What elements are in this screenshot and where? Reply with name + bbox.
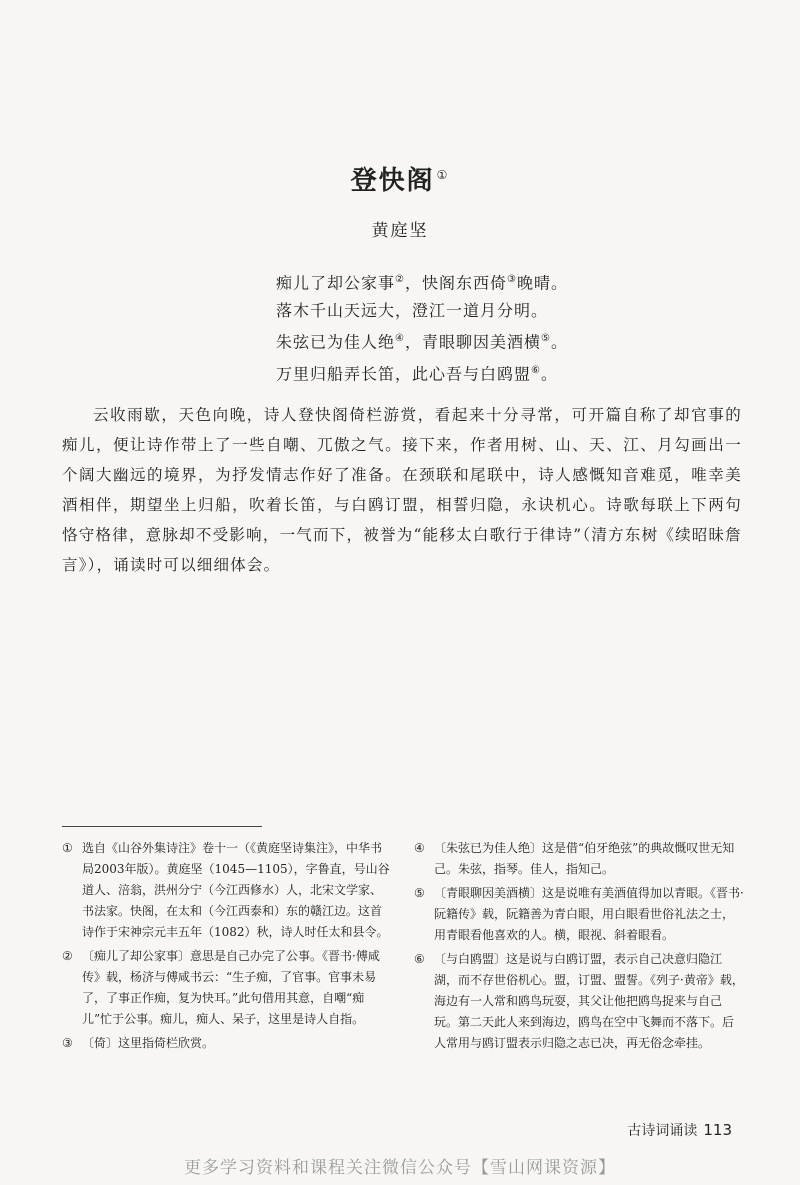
footnote-divider (62, 826, 262, 827)
poem-text: 万里归船弄长笛，此心吾与白鸥盟 (276, 363, 532, 383)
poem-text: 。 (550, 332, 568, 352)
footnote-mark: ④ (414, 841, 425, 855)
poem-footnote-mark: ② (395, 274, 405, 285)
poem-text: 痴儿了却公家事 (276, 273, 396, 293)
poem-title-text: 登快阁 (350, 166, 435, 196)
poem-text: 。 (540, 363, 558, 383)
footnote-text: 〔倚〕这里指倚栏欣赏。 (82, 1036, 215, 1050)
section-name: 古诗词诵读 (627, 1123, 698, 1139)
page-footer (627, 1120, 732, 1140)
footnote-mark: ⑥ (414, 952, 425, 966)
poem-footnote-mark: ③ (507, 274, 517, 285)
poem-footnote-mark: ④ (395, 333, 405, 345)
poem-line (276, 266, 636, 297)
footnote-text: 〔青眼聊因美酒横〕这是说唯有美酒值得加以青眼。《晋书·阮籍传》载，阮籍善为青白眼，用白眼看世俗礼法之士，用青眼看他喜欢的人。横，眼视、斜着眼看。 (434, 886, 744, 942)
footnote-mark: ① (62, 841, 73, 855)
footnote (62, 1033, 392, 1054)
commentary-paragraph: 云收雨歇，天色向晚，诗人登快阁倚栏游赏，看起来十分寻常，可开篇自称了却官事的痴儿，便让诗作带上了一些自嘲、兀傲之气。接下来，作者用树、山、天、江、月勾画出一个阔大幽远的境界，为抒发情志作好了准备。在颈联和尾联中，诗人感慨知音难觅，唯幸美酒相伴，期望坐上归船，吹着长笛，与白鸥订盟，相誓归隐，永诀机心。诗歌每联上下两句恪守格律，意脉却不受影响，一气而下，被誉为“能移太白歌行于律诗”（清方东树《续昭昧詹言》），诵读时可以细细体会。 (62, 406, 742, 574)
poem-line (276, 297, 636, 325)
poem-line (276, 325, 636, 356)
poem-line (276, 357, 636, 388)
poem-body (276, 266, 636, 388)
poem-text: 落木千山天远大，澄江一道月分明。 (276, 301, 549, 321)
poem-text: 朱弦已为佳人绝 (276, 332, 396, 352)
poem-footnote-mark: ⑥ (531, 364, 541, 376)
footnote-mark: ③ (62, 1036, 73, 1050)
poem-text: 晚晴。 (516, 273, 568, 293)
footnote-text: 选自《山谷外集诗注》卷十一（《黄庭坚诗集注》，中华书局2003年版）。黄庭坚（1045—1105），字鲁直，号山谷道人、涪翁，洪州分宁（今江西修水）人，北宋文学家、书法家。快阁，在太和（今江西泰和）东的赣江边。这首诗作于宋神宗元丰五年（1082）秋，诗人时任太和县令。 (82, 841, 390, 939)
footnote (414, 883, 744, 946)
footnote (414, 838, 744, 880)
footnote-text: 〔与白鸥盟〕这是说与白鸥订盟，表示自己决意归隐江湖，而不存世俗机心。盟，订盟、盟誓。《列子·黄帝》载，海边有一人常和鸥鸟玩耍，其父让他把鸥鸟捉来与自己玩。第二天此人来到海边，鸥鸟在空中飞舞而不落下。后人常用与鸥订盟表示归隐之志已决，再无俗念牵挂。 (434, 952, 744, 1050)
footnote-mark: ② (62, 949, 73, 963)
poem-title (0, 160, 800, 197)
poem-footnote-mark: ⑤ (541, 333, 551, 345)
footnote-text: 〔痴儿了却公家事〕意思是自己办完了公事。《晋书·傅咸传》载，杨济与傅咸书云：“生子痴，了官事。官事未易了，了事正作痴，复为快耳。”此句借用其意，自嘲“痴儿”忙于公事。痴儿，痴人、呆子，这里是诗人自指。 (82, 949, 380, 1026)
poem-author: 黄庭坚 (371, 221, 429, 241)
poem-text: ，青眼聊因美酒横 (404, 332, 541, 352)
footnote (62, 946, 392, 1030)
title-footnote-mark: ① (436, 168, 450, 183)
footnote-text: 〔朱弦已为佳人绝〕这是借“伯牙绝弦”的典故慨叹世无知己。朱弦，指琴。佳人，指知己。 (434, 841, 735, 876)
footnote (62, 838, 392, 943)
poem-text: ，快阁东西倚 (404, 273, 507, 293)
footnotes-left-column (62, 838, 392, 1057)
watermark: 更多学习资料和课程关注微信公众号【雪山网课资源】 (184, 1158, 616, 1178)
footnote (414, 949, 744, 1054)
footnote-mark: ⑤ (414, 886, 425, 900)
footnotes-right-column (414, 838, 744, 1057)
commentary (62, 400, 742, 580)
page-number: 113 (703, 1121, 732, 1139)
